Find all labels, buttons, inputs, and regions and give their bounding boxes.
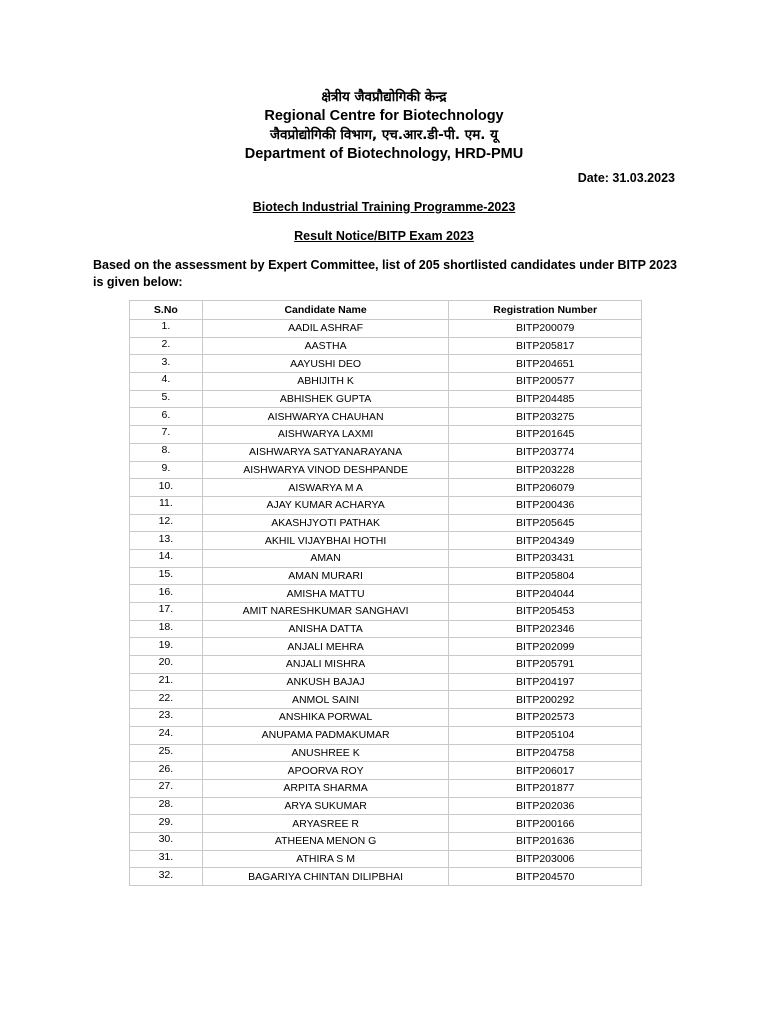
institution-name-hindi: क्षेत्रीय जैवप्रौद्योगिकी केन्द्र (321, 89, 447, 105)
table-row (130, 426, 642, 444)
cell-sno: 4. (130, 373, 203, 391)
cell-candidate-name: ANKUSH BAJAJ (202, 673, 449, 691)
cell-registration-number: BITP200577 (449, 373, 642, 391)
table-row (130, 762, 642, 780)
cell-registration-number: BITP200079 (449, 320, 642, 338)
cell-candidate-name: ANUPAMA PADMAKUMAR (202, 726, 449, 744)
cell-candidate-name: APOORVA ROY (202, 762, 449, 780)
cell-registration-number: BITP201877 (449, 779, 642, 797)
cell-candidate-name: AMIT NARESHKUMAR SANGHAVI (202, 603, 449, 621)
table-row (130, 868, 642, 886)
table-row (130, 832, 642, 850)
cell-registration-number: BITP204485 (449, 390, 642, 408)
cell-sno: 15. (130, 567, 203, 585)
table-row (130, 779, 642, 797)
cell-sno: 1. (130, 320, 203, 338)
cell-sno: 2. (130, 337, 203, 355)
cell-registration-number: BITP204044 (449, 585, 642, 603)
table-row (130, 850, 642, 868)
cell-sno: 8. (130, 443, 203, 461)
cell-sno: 26. (130, 762, 203, 780)
cell-candidate-name: ABHISHEK GUPTA (202, 390, 449, 408)
cell-registration-number: BITP202099 (449, 638, 642, 656)
cell-registration-number: BITP205804 (449, 567, 642, 585)
cell-sno: 30. (130, 832, 203, 850)
table-row (130, 461, 642, 479)
department-name-hindi: जैवप्रोद्योगिकी विभाग, एच.आर.डी-पी. एम. यू (270, 127, 498, 143)
cell-candidate-name: BAGARIYA CHINTAN DILIPBHAI (202, 868, 449, 886)
table-row (130, 638, 642, 656)
notice-date: Date: 31.03.2023 (577, 171, 675, 185)
department-name: Department of Biotechnology, HRD-PMU (244, 146, 524, 162)
table-row (130, 390, 642, 408)
table-row (130, 479, 642, 497)
results-table (129, 300, 642, 886)
cell-sno: 5. (130, 390, 203, 408)
cell-registration-number: BITP200436 (449, 496, 642, 514)
table-row (130, 408, 642, 426)
cell-sno: 11. (130, 496, 203, 514)
table-row (130, 496, 642, 514)
cell-registration-number: BITP206079 (449, 479, 642, 497)
cell-registration-number: BITP204570 (449, 868, 642, 886)
table-row (130, 320, 642, 338)
cell-candidate-name: ARYASREE R (202, 815, 449, 833)
cell-registration-number: BITP204197 (449, 673, 642, 691)
cell-registration-number: BITP202573 (449, 709, 642, 727)
cell-sno: 25. (130, 744, 203, 762)
cell-candidate-name: AISHWARYA SATYANARAYANA (202, 443, 449, 461)
cell-candidate-name: AISHWARYA LAXMI (202, 426, 449, 444)
cell-candidate-name: ABHIJITH K (202, 373, 449, 391)
cell-candidate-name: ARYA SUKUMAR (202, 797, 449, 815)
cell-registration-number: BITP201636 (449, 832, 642, 850)
table-row (130, 744, 642, 762)
cell-sno: 14. (130, 549, 203, 567)
table-row (130, 443, 642, 461)
cell-candidate-name: AMAN MURARI (202, 567, 449, 585)
cell-sno: 24. (130, 726, 203, 744)
cell-candidate-name: AKHIL VIJAYBHAI HOTHI (202, 532, 449, 550)
cell-registration-number: BITP203006 (449, 850, 642, 868)
cell-registration-number: BITP201645 (449, 426, 642, 444)
cell-candidate-name: ATHIRA S M (202, 850, 449, 868)
intro-paragraph: Based on the assessment by Expert Committee, list of 205 shortlisted candidates under BITP 2023 is given below: (93, 258, 677, 289)
cell-sno: 32. (130, 868, 203, 886)
table-row (130, 337, 642, 355)
table-row (130, 567, 642, 585)
cell-sno: 16. (130, 585, 203, 603)
cell-sno: 22. (130, 691, 203, 709)
cell-sno: 28. (130, 797, 203, 815)
cell-candidate-name: AAYUSHI DEO (202, 355, 449, 373)
cell-sno: 12. (130, 514, 203, 532)
cell-sno: 23. (130, 709, 203, 727)
cell-candidate-name: AJAY KUMAR ACHARYA (202, 496, 449, 514)
cell-sno: 6. (130, 408, 203, 426)
cell-candidate-name: ARPITA SHARMA (202, 779, 449, 797)
cell-registration-number: BITP203774 (449, 443, 642, 461)
table-row (130, 355, 642, 373)
cell-sno: 10. (130, 479, 203, 497)
notice-title: Result Notice/BITP Exam 2023 (294, 229, 474, 243)
cell-sno: 27. (130, 779, 203, 797)
table-row (130, 603, 642, 621)
cell-registration-number: BITP206017 (449, 762, 642, 780)
cell-registration-number: BITP204758 (449, 744, 642, 762)
cell-registration-number: BITP202036 (449, 797, 642, 815)
cell-candidate-name: AMAN (202, 549, 449, 567)
cell-candidate-name: ANMOL SAINI (202, 691, 449, 709)
table-row (130, 709, 642, 727)
cell-candidate-name: ANUSHREE K (202, 744, 449, 762)
column-header-candidate-name: Candidate Name (202, 301, 449, 320)
cell-candidate-name: AISHWARYA VINOD DESHPANDE (202, 461, 449, 479)
cell-registration-number: BITP205791 (449, 656, 642, 674)
table-row (130, 514, 642, 532)
table-row (130, 585, 642, 603)
table-row (130, 656, 642, 674)
cell-registration-number: BITP200292 (449, 691, 642, 709)
cell-candidate-name: ATHEENA MENON G (202, 832, 449, 850)
cell-candidate-name: AADIL ASHRAF (202, 320, 449, 338)
cell-candidate-name: AKASHJYOTI PATHAK (202, 514, 449, 532)
cell-sno: 9. (130, 461, 203, 479)
cell-candidate-name: ANSHIKA PORWAL (202, 709, 449, 727)
cell-candidate-name: ANJALI MEHRA (202, 638, 449, 656)
cell-registration-number: BITP203228 (449, 461, 642, 479)
cell-registration-number: BITP203275 (449, 408, 642, 426)
cell-sno: 31. (130, 850, 203, 868)
cell-sno: 13. (130, 532, 203, 550)
cell-candidate-name: AISHWARYA CHAUHAN (202, 408, 449, 426)
table-row (130, 620, 642, 638)
cell-sno: 17. (130, 603, 203, 621)
cell-sno: 19. (130, 638, 203, 656)
table-row (130, 549, 642, 567)
table-row (130, 532, 642, 550)
table-row (130, 691, 642, 709)
table-row (130, 373, 642, 391)
cell-registration-number: BITP202346 (449, 620, 642, 638)
table-row (130, 797, 642, 815)
cell-sno: 20. (130, 656, 203, 674)
cell-registration-number: BITP204349 (449, 532, 642, 550)
column-header-registration-number: Registration Number (449, 301, 642, 320)
cell-sno: 29. (130, 815, 203, 833)
cell-sno: 7. (130, 426, 203, 444)
results-table-body (130, 320, 642, 886)
cell-candidate-name: AMISHA MATTU (202, 585, 449, 603)
institution-name: Regional Centre for Biotechnology (264, 108, 504, 124)
cell-candidate-name: ANISHA DATTA (202, 620, 449, 638)
table-row (130, 726, 642, 744)
cell-sno: 18. (130, 620, 203, 638)
programme-title: Biotech Industrial Training Programme-2023 (252, 200, 516, 214)
column-header-sno: S.No (130, 301, 203, 320)
cell-registration-number: BITP205817 (449, 337, 642, 355)
cell-registration-number: BITP205645 (449, 514, 642, 532)
cell-sno: 3. (130, 355, 203, 373)
letterhead (0, 88, 768, 164)
cell-candidate-name: AISWARYA M A (202, 479, 449, 497)
cell-registration-number: BITP200166 (449, 815, 642, 833)
cell-registration-number: BITP205104 (449, 726, 642, 744)
cell-registration-number: BITP205453 (449, 603, 642, 621)
cell-sno: 21. (130, 673, 203, 691)
table-row (130, 815, 642, 833)
table-row (130, 673, 642, 691)
cell-registration-number: BITP204651 (449, 355, 642, 373)
cell-candidate-name: AASTHA (202, 337, 449, 355)
cell-candidate-name: ANJALI MISHRA (202, 656, 449, 674)
cell-registration-number: BITP203431 (449, 549, 642, 567)
table-header-row (130, 301, 642, 320)
